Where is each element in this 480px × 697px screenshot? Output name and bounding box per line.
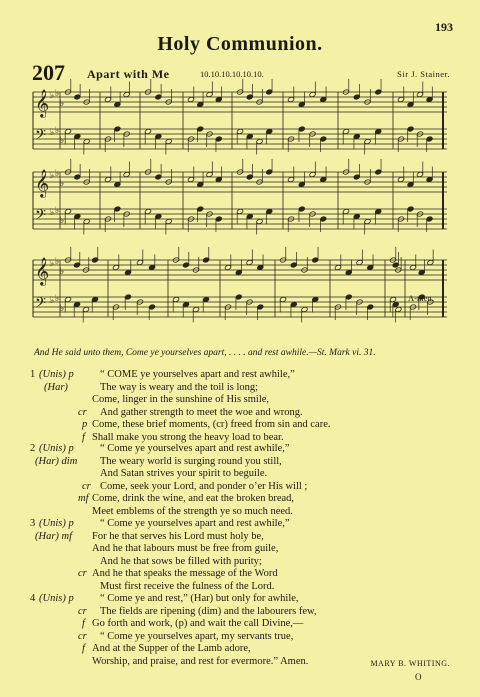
verse-text: “ Come ye yourselves apart, my servants true, bbox=[100, 630, 294, 642]
bass-clef: 𝄢 bbox=[35, 207, 46, 227]
dynamic-marking: cr bbox=[78, 568, 87, 580]
verse-text: The fields are ripening (dim) and the labourers few, bbox=[100, 605, 317, 617]
verse-number: 1 bbox=[30, 369, 36, 380]
bass-clef: 𝄢 bbox=[35, 295, 46, 315]
flat-sign: ♭ bbox=[60, 216, 65, 226]
voice-marking: (Unis) p bbox=[39, 518, 74, 529]
verse-text: Come, linger in the sunshine of His smile, bbox=[92, 394, 270, 406]
verse-text: And at the Supper of the Lamb adore, bbox=[92, 643, 251, 655]
verse-text: Must first receive the fulness of the Lord. bbox=[100, 580, 275, 592]
signature-mark: O bbox=[415, 672, 422, 682]
verse-text: Worship, and praise, and rest for evermore.” Amen. bbox=[92, 655, 309, 667]
treble-clef: 𝄞 bbox=[35, 169, 50, 197]
verse-text: And Satan strives your spirit to beguile. bbox=[100, 468, 268, 480]
hymn-number: 207 bbox=[32, 60, 65, 85]
flat-sign: ♭ bbox=[55, 294, 60, 304]
voice-marking: (Har) dim bbox=[35, 455, 78, 467]
flat-sign: ♭ bbox=[50, 259, 55, 269]
verse-text: Come, seek your Lord, and ponder o’er His will ; bbox=[100, 480, 308, 492]
dynamic-marking: f bbox=[82, 431, 85, 443]
dynamic-marking: cr bbox=[78, 605, 87, 617]
voice-marking: (Har) mf bbox=[35, 530, 73, 542]
flat-sign: ♭ bbox=[50, 296, 55, 306]
verse-text: “ COME ye yourselves apart and rest awhile,” bbox=[100, 369, 295, 380]
verse-text: The weary world is surging round you still, bbox=[100, 455, 282, 467]
bass-clef: 𝄢 bbox=[35, 127, 46, 147]
verse-text: “ Come ye yourselves apart and rest awhile,” bbox=[100, 443, 290, 454]
flat-sign: ♭ bbox=[55, 257, 60, 267]
dynamic-marking: f bbox=[82, 643, 85, 655]
treble-clef: 𝄞 bbox=[35, 89, 50, 117]
flat-sign: ♭ bbox=[60, 304, 65, 314]
verse-text: Come, these brief moments, (cr) freed from sin and care. bbox=[92, 419, 331, 431]
dynamic-marking: cr bbox=[78, 406, 87, 418]
flat-sign: ♭ bbox=[60, 99, 65, 109]
flat-sign: ♭ bbox=[50, 171, 55, 181]
verse-text: Come, drink the wine, and eat the broken bread, bbox=[92, 493, 295, 505]
verse-text: And gather strength to meet the woe and wrong. bbox=[100, 406, 303, 418]
flat-sign: ♭ bbox=[50, 128, 55, 138]
dynamic-marking: p bbox=[82, 419, 88, 431]
verse-number: 2 bbox=[30, 443, 36, 454]
flat-sign: ♭ bbox=[60, 136, 65, 146]
flat-sign: ♭ bbox=[55, 206, 60, 216]
treble-clef: 𝄞 bbox=[35, 257, 50, 285]
flat-sign: ♭ bbox=[55, 126, 60, 136]
verse-number: 3 bbox=[30, 518, 36, 529]
section-title: Holy Communion. bbox=[157, 33, 323, 55]
flat-sign: ♭ bbox=[60, 267, 65, 277]
dynamic-marking: cr bbox=[78, 630, 87, 642]
verse-text: “ Come ye yourselves apart and rest awhile,” bbox=[100, 518, 290, 529]
flat-sign: ♭ bbox=[55, 169, 60, 179]
hymn-meter: 10.10.10.10.10.10. bbox=[200, 69, 264, 79]
dynamic-marking: cr bbox=[82, 480, 91, 492]
dynamic-marking: f bbox=[82, 618, 85, 630]
hymn-composer: Sir J. Stainer. bbox=[397, 69, 450, 79]
verse-text: For he that serves his Lord must holy be, bbox=[92, 530, 264, 542]
flat-sign: ♭ bbox=[60, 179, 65, 189]
verse-text: And he that sows be filled with purity; bbox=[100, 555, 262, 567]
verse-number: 4 bbox=[30, 593, 36, 604]
page-number: 193 bbox=[435, 20, 453, 34]
verse-text: Meet emblems of the strength ye so much need. bbox=[92, 505, 293, 517]
verse-text: Go forth and work, (p) and wait the call Divine,— bbox=[92, 618, 304, 630]
verse-text: The way is weary and the toil is long; bbox=[100, 381, 259, 393]
voice-marking: (Unis) p bbox=[39, 369, 74, 380]
verse-text: And he that speaks the message of the Word bbox=[92, 568, 278, 580]
dynamic-marking: mf bbox=[78, 493, 89, 505]
voice-marking: (Unis) p bbox=[39, 593, 74, 604]
verse-text: Shall make you strong the heavy load to bear. bbox=[92, 431, 284, 443]
voice-marking: (Har) bbox=[44, 381, 68, 393]
verse-text: And he that labours must be free from guile, bbox=[92, 543, 279, 555]
flat-sign: ♭ bbox=[55, 89, 60, 99]
flat-sign: ♭ bbox=[50, 208, 55, 218]
music-score bbox=[0, 0, 480, 340]
amen-label: A-men. bbox=[408, 293, 434, 303]
hymn-title: Apart with Me bbox=[87, 67, 170, 81]
flat-sign: ♭ bbox=[50, 91, 55, 101]
author-credit: MARY B. WHITING. bbox=[370, 659, 450, 668]
verse-text: “ Come ye and rest,” (Har) but only for awhile, bbox=[100, 593, 299, 604]
voice-marking: (Unis) p bbox=[39, 443, 74, 454]
epigraph: And He said unto them, Come ye yourselves apart, . . . . and rest awhile.—St. Mark vi. 31. bbox=[34, 348, 376, 358]
